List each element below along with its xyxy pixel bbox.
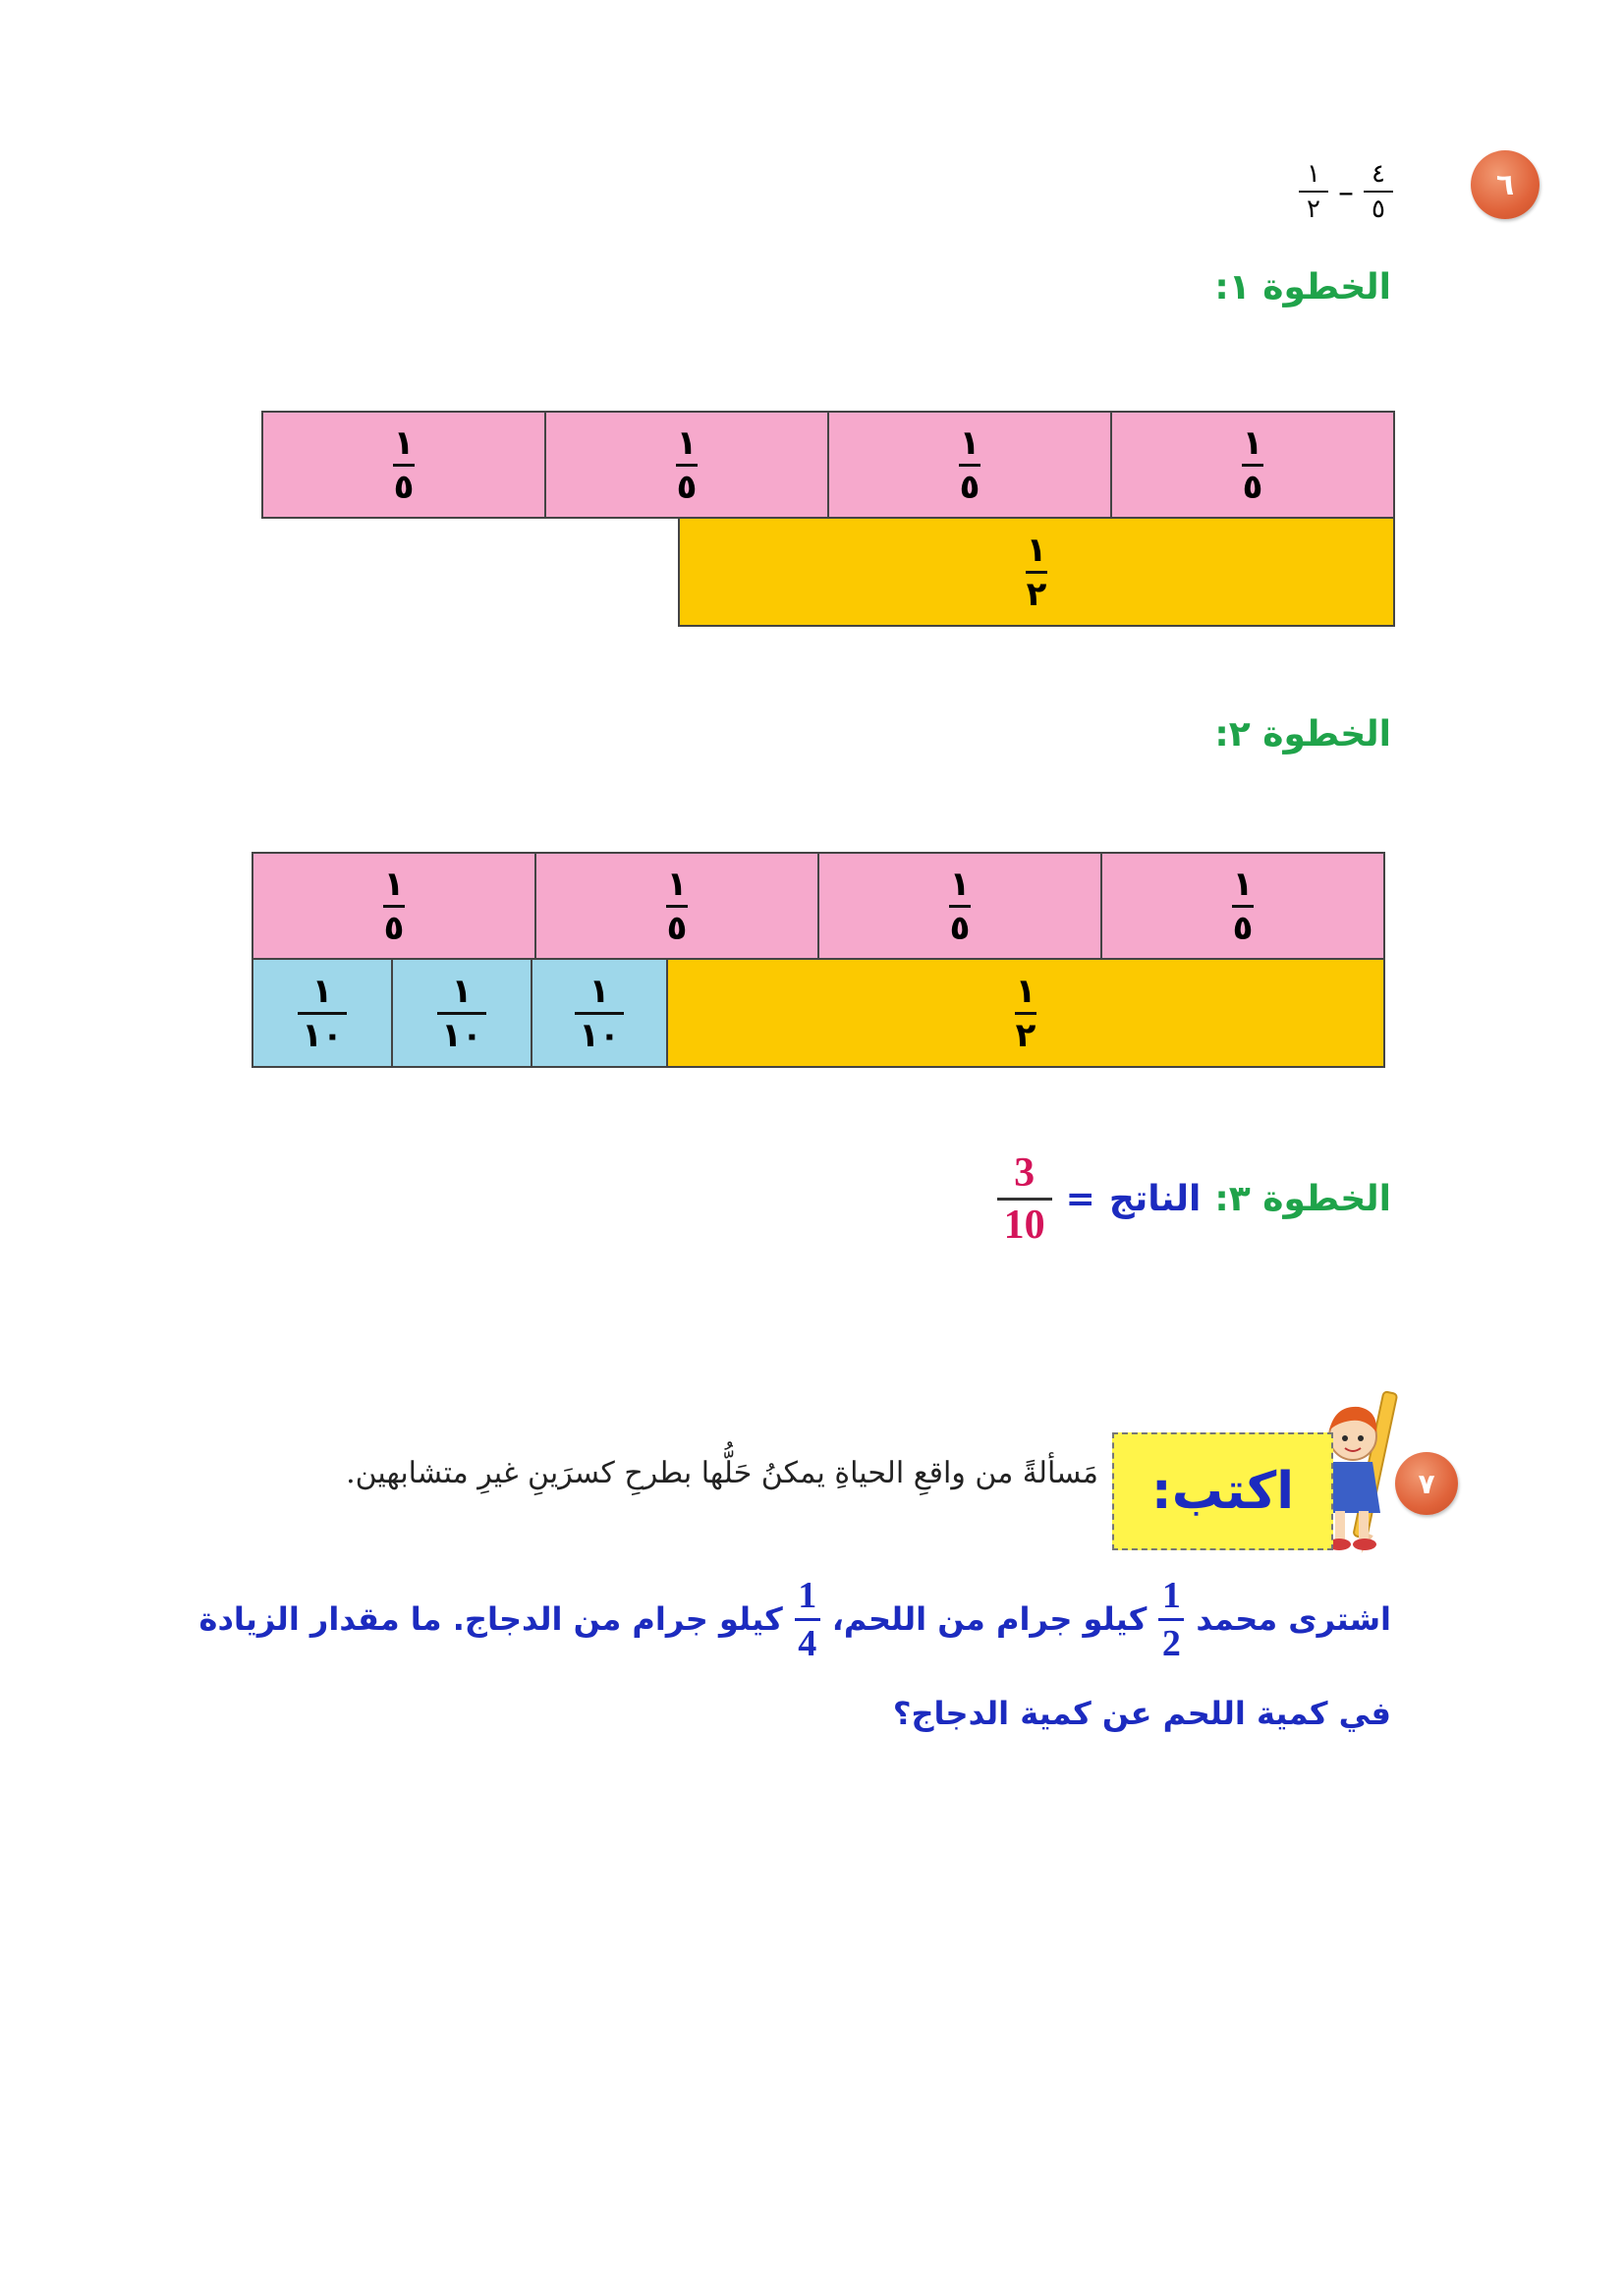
- step-1-label: الخطوة ١:: [1214, 267, 1391, 308]
- step-3-result-word: الناتج: [1108, 1178, 1202, 1219]
- step-1-half: $\frac{١}{٢}$: [678, 517, 1395, 627]
- problem-6-expression: [1299, 147, 1393, 236]
- problem-7-prompt: مَسألةً من واقعِ الحياةِ يمكنُ حَلُّها بطرحِ كسرَينِ غيرِ متشابهين.: [346, 1456, 1098, 1490]
- step-1-fifth-2: $\frac{١}{٥}$: [827, 411, 1112, 519]
- minus-sign: –: [1338, 173, 1354, 210]
- problem-6-badge: ٦: [1471, 150, 1540, 219]
- step-2-label: الخطوة ٢:: [1214, 714, 1391, 755]
- problem-7-badge: ٧: [1395, 1452, 1458, 1515]
- step-1-fifth-1: $\frac{١}{٥}$: [1110, 411, 1395, 519]
- subtrahend-fraction: $\frac{١}{٢}$: [1299, 161, 1328, 222]
- answer-text-b: كيلو جرام من اللحم،: [831, 1600, 1148, 1638]
- step-2-tenth-2: $\frac{١}{١٠}$: [391, 958, 532, 1068]
- step-2-half: $\frac{١}{٢}$: [666, 958, 1385, 1068]
- step-2-fifth-1: $\frac{١}{٥}$: [1100, 852, 1385, 960]
- step-1-fifth-3: $\frac{١}{٥}$: [544, 411, 829, 519]
- step-2-fifth-4: $\frac{١}{٥}$: [252, 852, 536, 960]
- step-2-tenth-1: $\frac{١}{١٠}$: [531, 958, 668, 1068]
- minuend-fraction: $\frac{٤}{٥}$: [1364, 161, 1393, 222]
- step-2-fifth-2: $\frac{١}{٥}$: [817, 852, 1102, 960]
- answer-fraction-half: $\frac{1}{2}$: [1158, 1577, 1184, 1662]
- write-label: اكتب:: [1150, 1462, 1295, 1521]
- write-label-box: [1112, 1432, 1333, 1550]
- step-3-label: الخطوة ٣:: [1214, 1178, 1391, 1219]
- answer-text-a: اشترى محمد: [1196, 1600, 1391, 1638]
- answer-line-2: في كمية اللحم عن كمية الدجاج؟: [892, 1695, 1391, 1732]
- girl-with-pencil-icon: [1321, 1385, 1400, 1562]
- step-3-equals: =: [1065, 1178, 1095, 1219]
- step-2-tenth-3: $\frac{١}{١٠}$: [252, 958, 393, 1068]
- step-2-fifth-3: $\frac{١}{٥}$: [534, 852, 819, 960]
- answer-text-c: كيلو جرام من الدجاج. ما مقدار الزيادة: [198, 1600, 783, 1638]
- step-1-fifth-4: $\frac{١}{٥}$: [261, 411, 546, 519]
- answer-line-1: [199, 1570, 1391, 1668]
- step-3-line: [997, 1149, 1391, 1248]
- answer-fraction-quarter: $\frac{1}{4}$: [795, 1577, 820, 1662]
- step-3-result-fraction: $\frac{3}{10}$: [997, 1152, 1052, 1246]
